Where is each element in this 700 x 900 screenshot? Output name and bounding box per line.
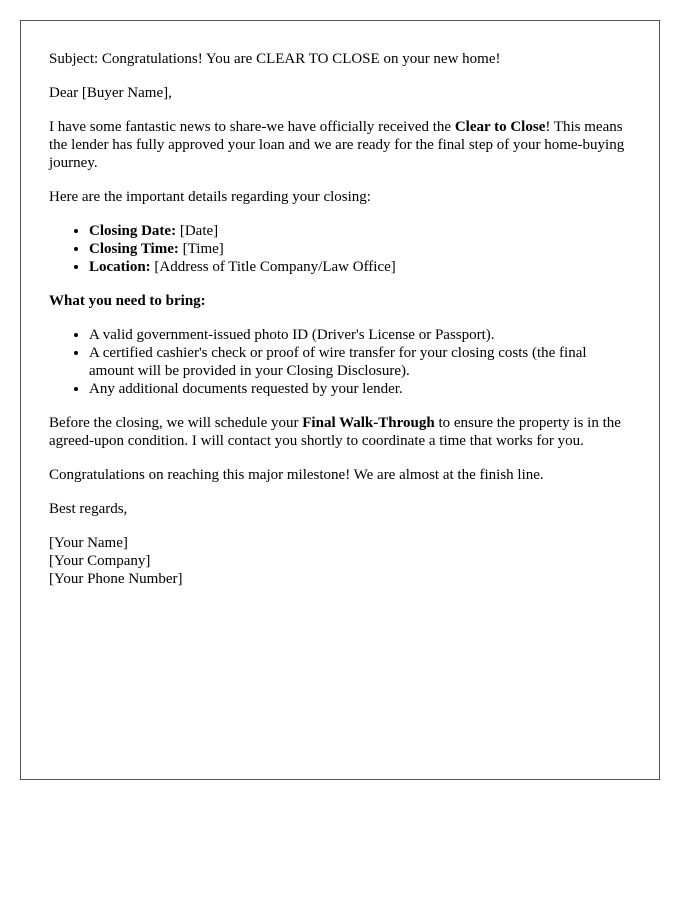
walkthrough-paragraph: [49, 414, 634, 450]
intro-paragraph: [49, 118, 634, 172]
list-item: • A valid government-issued photo ID (Driver's License or Passport).: [89, 326, 634, 344]
detail-label: Closing Date:: [89, 223, 177, 239]
signature-phone: [Your Phone Number]: [49, 571, 183, 587]
final-walkthrough-emphasis: Final Walk-Through: [302, 415, 435, 431]
congrats-paragraph: Congratulations on reaching this major milestone! We are almost at the finish line.: [49, 467, 544, 483]
list-item-closing-date: [89, 222, 634, 240]
detail-label: Closing Time:: [89, 241, 179, 257]
closing-salutation: Best regards,: [49, 501, 128, 517]
intro-text-end: ! This means the lender has fully approved your loan and we are ready for the final step of your home-buying journey.: [49, 119, 625, 171]
closing-details-list: [49, 222, 634, 276]
signature-company: [Your Company]: [49, 553, 151, 569]
signature-block: [49, 534, 634, 588]
subject-line: Subject: Congratulations! You are CLEAR TO CLOSE on your new home!: [49, 51, 501, 67]
bring-items-list: [49, 326, 634, 398]
walkthrough-text-start: Before the closing, we will schedule your: [49, 415, 303, 431]
detail-value: [Date]: [176, 223, 219, 239]
bring-heading-text: What you need to bring:: [49, 293, 206, 309]
signature-name: [Your Name]: [49, 535, 128, 551]
list-item: • A certified cashier's check or proof of wire transfer for your closing costs (the final amount will be provided in your Closing Disclosure).: [89, 344, 634, 380]
clear-to-close-emphasis: Clear to Close: [454, 119, 546, 135]
detail-value: [Address of Title Company/Law Office]: [150, 259, 396, 275]
intro-text-start: I have some fantastic news to share-we have officially received the: [49, 119, 455, 135]
detail-value: [Time]: [178, 241, 224, 257]
greeting: Dear [Buyer Name],: [49, 85, 172, 101]
letter-frame: [20, 20, 660, 780]
list-item-closing-time: [89, 240, 634, 258]
walkthrough-text-end: to ensure the property is in the agreed-upon condition. I will contact you shortly to coordinate a time that works for you.: [49, 415, 621, 449]
letter-body: [49, 50, 634, 604]
bring-heading: [49, 292, 634, 310]
list-item-location: [89, 258, 634, 276]
list-item: • Any additional documents requested by your lender.: [89, 380, 634, 398]
detail-label: Location:: [89, 259, 151, 275]
details-intro: Here are the important details regarding your closing:: [49, 189, 371, 205]
